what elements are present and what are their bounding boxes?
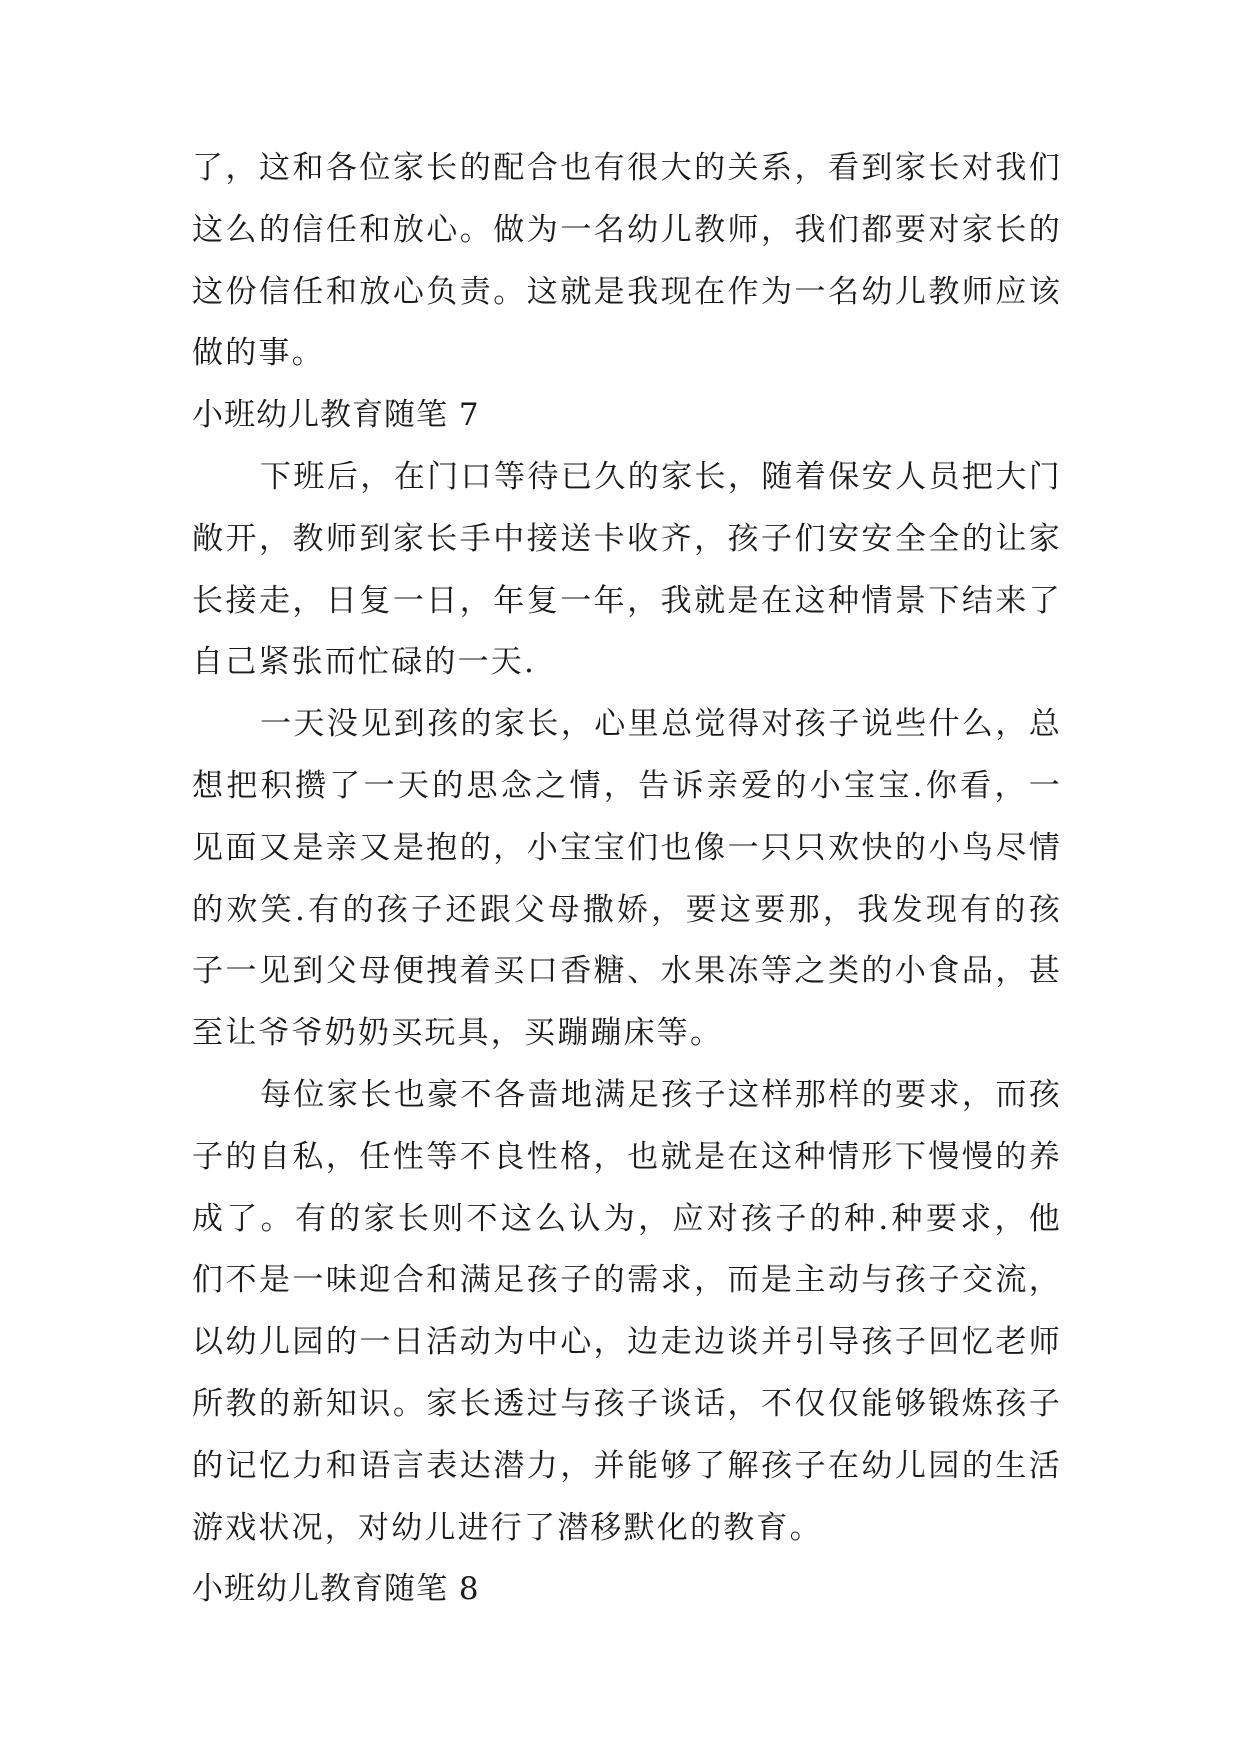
section-heading-7: 小班幼儿教育随笔 7 [192, 397, 480, 434]
paragraph-continuation: 了，这和各位家长的配合也有很大的关系，看到家长对我们这么的信任和放心。做为一名幼儿教师，我们都要对家长的这份信任和放心负责。这就是我现在作为一名幼儿教师应该做的事。 [192, 150, 1062, 372]
paragraph-pickup: 下班后，在门口等待已久的家长，随着保安人员把大门敞开，教师到家长手中接送卡收齐，孩子们安安全全的让家长接走，日复一日，年复一年，我就是在这种情景下结来了自己紧张而忙碌的一天. [192, 458, 1062, 681]
paragraph-reunion: 一天没见到孩的家长，心里总觉得对孩子说些什么，总想把积攒了一天的思念之情，告诉亲爱的小宝宝.你看，一见面又是亲又是抱的，小宝宝们也像一只只欢快的小鸟尽情的欢笑.有的孩子还跟父母撒娇，要这要那，我发现有的孩子一见到父母便拽着买口香糖、水果冻等之类的小食品，甚至让爷爷奶奶买玩具，买蹦蹦床等。 [192, 706, 1062, 1052]
document-body [192, 138, 1062, 1621]
paragraph-parent-response: 每位家长也豪不各啬地满足孩子这样那样的要求，而孩子的自私，任性等不良性格，也就是在这种情形下慢慢的养成了。有的家长则不这么认为，应对孩子的种.种要求，他们不是一味迎合和满足孩子的需求，而是主动与孩子交流，以幼儿园的一日活动为中心，边走边谈并引导孩子回忆老师所教的新知识。家长透过与孩子谈话，不仅仅能够锻炼孩子的记忆力和语言表达潜力，并能够了解孩子在幼儿园的生活游戏状况，对幼儿进行了潜移默化的教育。 [192, 1076, 1062, 1546]
section-heading-8: 小班幼儿教育随笔 8 [192, 1571, 480, 1608]
